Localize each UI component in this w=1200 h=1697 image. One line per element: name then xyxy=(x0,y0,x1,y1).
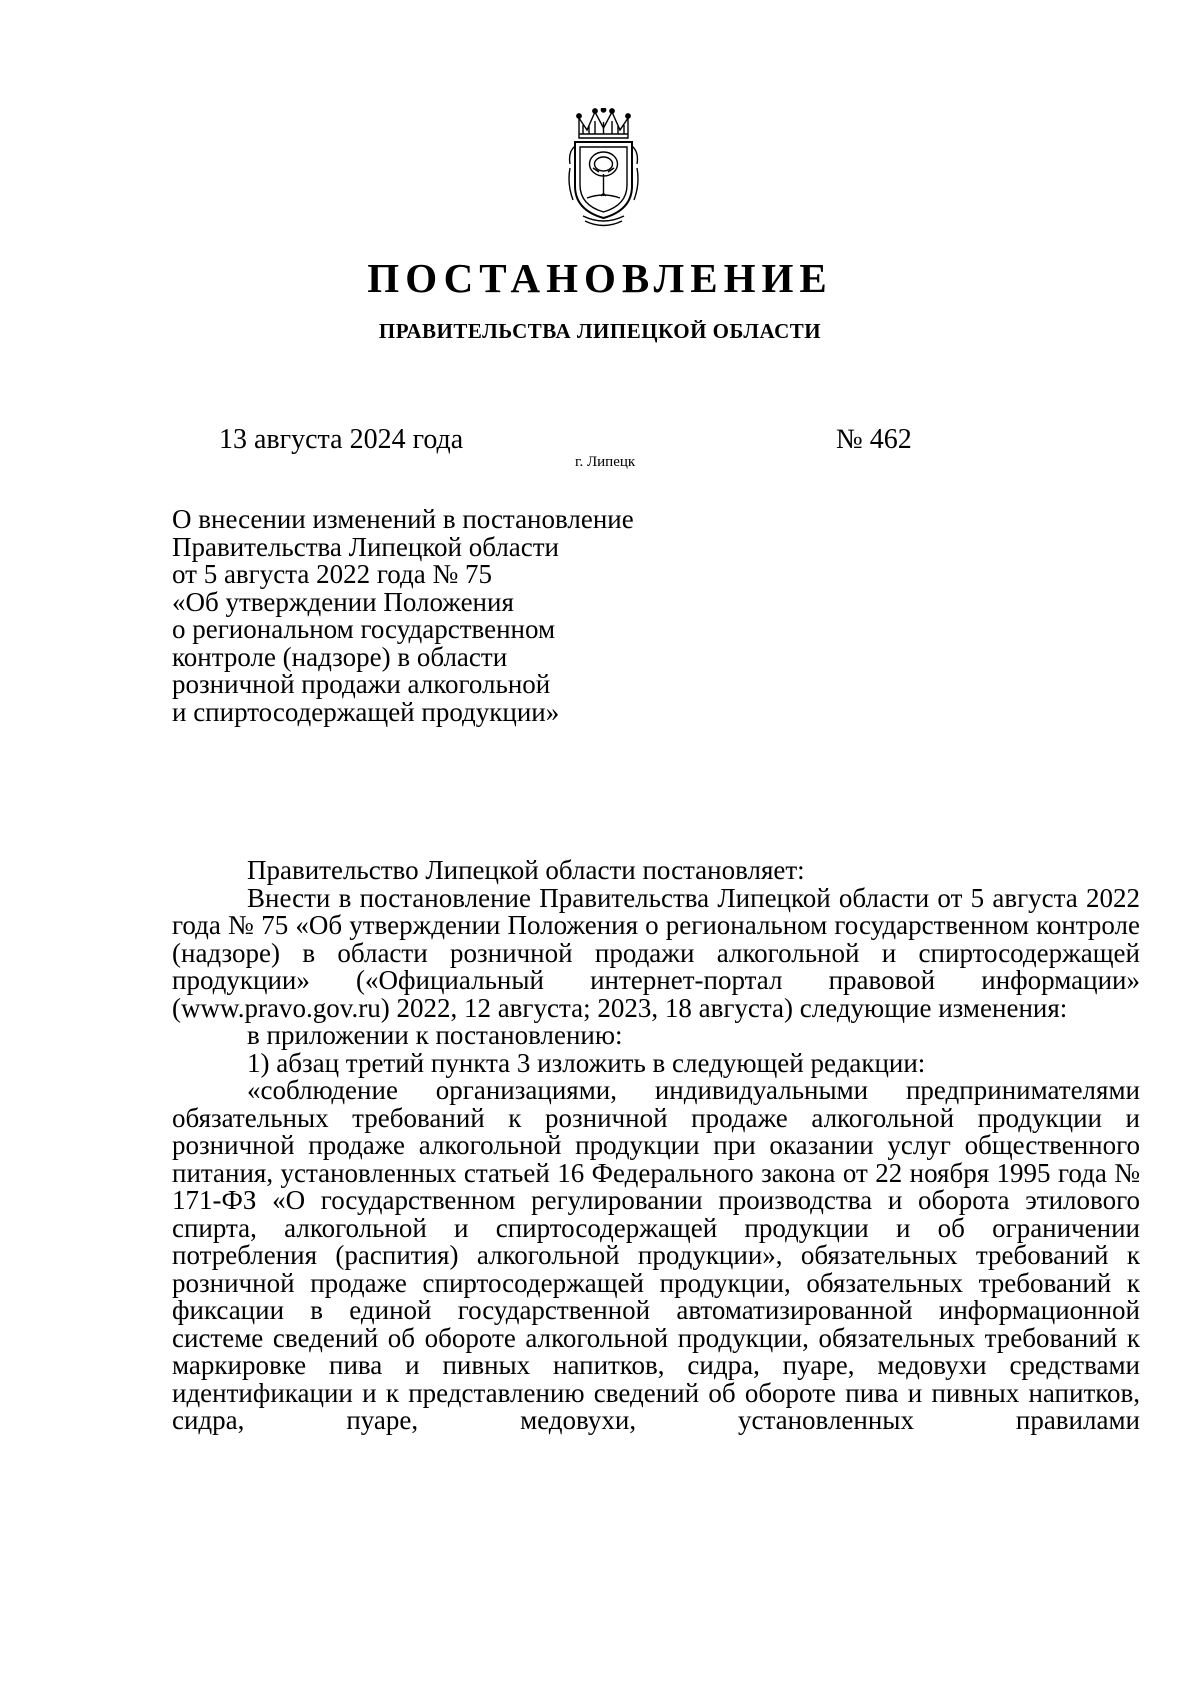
title-line: О внесении изменений в постановление xyxy=(172,504,634,534)
body-paragraph: Внести в постановление Правительства Липецкой области от 5 августа 2022 года № 75 «Об утверждении Положения о региональном государственном контроле (надзоре) в области розничной продажи алкогольной и спиртосодержащей продукции» («Официальный интернет-портал правовой информации» (www.pravo.gov.ru) 2022, 12 августа; 2023, 18 августа) следующие изменения: xyxy=(172,882,1140,1023)
coat-of-arms-icon xyxy=(565,108,642,230)
title-line: розничной продажи алкогольной xyxy=(172,669,551,699)
title-line: контроле (надзоре) в области xyxy=(172,641,508,672)
document-city: г. Липецк xyxy=(575,454,636,470)
body-paragraph: 1) абзац третий пункта 3 изложить в следующей редакции: xyxy=(247,1047,926,1078)
title-line: от 5 августа 2022 года № 75 xyxy=(172,559,492,589)
document-title xyxy=(172,506,692,726)
body-paragraph: в приложении к постановлению: xyxy=(247,1020,623,1050)
title-line: о региональном государственном xyxy=(172,614,556,644)
document-date: 13 августа 2024 года xyxy=(219,424,464,455)
body-paragraph: «соблюдение организациями, индивидуальными предпринимателями обязательных требований к розничной продаже алкогольной продукции и розничной продаже алкогольной продукции при оказании услуг общественного питания, установленных статьей 16 Федерального закона от 22 ноября 1995 года № 171-ФЗ «О государственном регулировании производства и оборота этилового спирта, алкогольной и спиртосодержащей продукции и об ограничении потребления (распития) алкогольной продукции», обязательных требований к розничной продаже спиртосодержащей продукции, обязательных требований к фиксации в единой государственной автоматизированной информационной системе сведений об обороте алкогольной продукции, обязательных требований к маркировке пива и пивных напитков, сидра, пуаре, медовухи средствами идентификации и к представлению сведений об обороте пива и пивных напитков, сидра, пуаре, медовухи, установленных правилами xyxy=(172,1075,1140,1435)
document-type-heading: ПОСТАНОВЛЕНИЕ xyxy=(367,255,833,301)
title-line: и спиртосодержащей продукции» xyxy=(172,696,560,727)
document-number: № 462 xyxy=(836,424,912,455)
document-body xyxy=(172,857,1140,1435)
title-line: «Об утверждении Положения xyxy=(172,586,514,617)
issuer-heading: ПРАВИТЕЛЬСТВА ЛИПЕЦКОЙ ОБЛАСТИ xyxy=(378,319,822,343)
body-paragraph: Правительство Липецкой области постановляет: xyxy=(247,855,805,885)
title-line: Правительства Липецкой области xyxy=(172,531,560,562)
